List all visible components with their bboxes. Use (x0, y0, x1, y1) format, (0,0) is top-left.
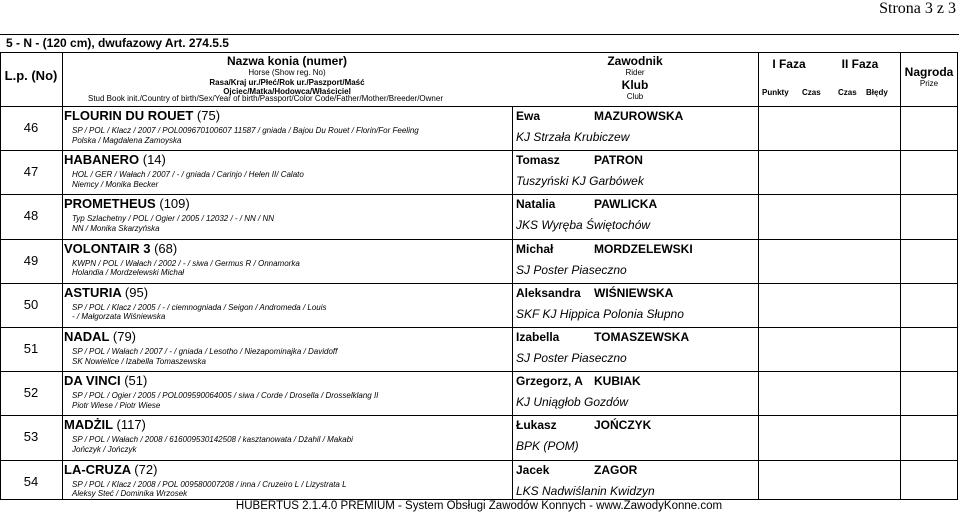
rider-last-name: KUBIAK (594, 374, 641, 389)
horse-name-text: PROMETHEUS (64, 196, 156, 212)
competition-title: 5 - N - (120 cm), dwufazowy Art. 274.5.5 (6, 36, 229, 50)
horse-details (72, 259, 300, 278)
row-divider (0, 460, 958, 461)
rider-first-name: Łukasz (516, 418, 557, 433)
horse-name (64, 462, 157, 477)
rider-first-name: Izabella (516, 330, 560, 344)
col-divider-horse (512, 106, 513, 500)
club-name: SJ Poster Piaseczno (516, 351, 627, 365)
row-divider (0, 150, 958, 151)
rider-name (516, 418, 652, 433)
horse-details (72, 347, 337, 366)
rider-last-name: MAZUROWSKA (594, 109, 684, 123)
row-number: 52 (23, 385, 39, 401)
horse-name-text: NADAL (64, 329, 110, 344)
horse-details-line-1: HOL / GER / Wałach / 2007 / - / gniada / Carinjo / Helen II/ Calato (72, 170, 304, 180)
club-name: SKF KJ Hippica Polonia Słupno (516, 306, 684, 321)
header-prize-sub: Prize (919, 79, 939, 88)
row-divider (0, 371, 958, 372)
header-lp: L.p. (No) (4, 68, 58, 83)
horse-details-line-1: Typ Szlachetny / POL / Ogier / 2005 / 12032 / - / NN / NN (72, 214, 275, 224)
horse-details-line-2: Jończyk / Jończyk (72, 444, 137, 454)
title-divider (0, 34, 959, 35)
header-faults: Błędy (866, 88, 888, 97)
horse-details-line-2: Polska / Magdalena Zamoyska (72, 135, 182, 145)
rider-first-name: Aleksandra (516, 285, 581, 300)
club-name: JKS Wyręba Świętochów (516, 218, 651, 233)
row-divider (0, 283, 958, 284)
header-rider-title: Zawodnik (607, 54, 663, 68)
header-horse-sub2: Rasa/Kraj ur./Płeć/Rok ur./Paszport/Maść (209, 77, 365, 87)
rider-last-name: WIŚNIEWSKA (594, 285, 674, 300)
horse-details (72, 480, 347, 499)
horse-details-line-1: SP / POL / Wałach / 2007 / - / gniada / Lesotho / Niezapominajka / Davidoff (72, 347, 338, 356)
horse-number: (51) (124, 373, 148, 389)
horse-name (64, 241, 177, 256)
horse-name (64, 108, 220, 123)
col-divider-phases (900, 52, 901, 500)
horse-name-text: HABANERO (64, 152, 140, 168)
horse-number: (72) (134, 461, 158, 477)
rider-name (516, 109, 684, 123)
page-number: Strona 3 z 3 (879, 0, 956, 17)
horse-details (72, 170, 304, 189)
row-divider (0, 239, 958, 240)
club-name: KJ Uniągłob Gozdów (516, 395, 629, 410)
horse-details (72, 391, 378, 410)
horse-name (64, 417, 146, 432)
rider-name (516, 330, 690, 344)
horse-number: (68) (154, 240, 178, 256)
rider-name (516, 462, 638, 477)
horse-details (72, 214, 274, 233)
horse-details-line-1: SP / POL / Klacz / 2007 / POL009670100607 11587 / gniada / Bajou Du Rouet / Florin/For Feeling (72, 126, 419, 135)
row-number: 54 (23, 473, 39, 489)
header-horse-sub3: Ojciec/Matka/Hodowca/Właściciel (223, 87, 351, 96)
header-horse-sub4: Stud Book init./Country of birth/Sex/Year of birth/Passport/Color Code/Father/Mother/Breeder/Owner (88, 94, 443, 103)
horse-name (64, 373, 147, 388)
horse-details-line-1: SP / POL / Klacz / 2008 / POL 009580007208 / inna / Cruzeiro L / Lizystrata L (72, 479, 347, 489)
horse-number: (95) (124, 284, 149, 300)
row-number: 48 (23, 208, 39, 224)
col-divider-lp (62, 52, 63, 500)
horse-details (72, 126, 419, 145)
footer: HUBERTUS 2.1.4.0 PREMIUM - System Obsługi Zawodów Konnych - www.ZawodyKonne.com (235, 500, 723, 512)
header-rider-sub: Rider (625, 68, 645, 77)
horse-details-line-2: Niemcy / Monika Becker (72, 179, 159, 189)
header-club-title: Klub (621, 77, 649, 92)
header-points: Punkty (762, 88, 789, 97)
club-name: KJ Strzała Krubiczew (516, 130, 630, 144)
row-number: 47 (23, 164, 39, 180)
horse-details-line-1: SP / POL / Wałach / 2008 / 616009530142508 / kasztanowata / Dżahil / Makabi (72, 435, 353, 445)
horse-details-line-2: Piotr Wiese / Piotr Wiese (72, 400, 161, 410)
rider-first-name: Jacek (516, 462, 550, 477)
horse-details-line-2: SK Nowielice / Izabella Tomaszewska (72, 356, 206, 366)
horse-number: (79) (112, 329, 137, 344)
row-divider (0, 194, 958, 195)
rider-name (516, 153, 643, 168)
rider-last-name: ZAGOR (594, 462, 638, 477)
horse-number: (109) (159, 196, 190, 212)
header-rider (512, 52, 758, 106)
rider-last-name: PATRON (594, 153, 643, 168)
row-number: 50 (23, 296, 39, 312)
club-name: SJ Poster Piaseczno (516, 262, 627, 277)
rider-name (516, 374, 641, 389)
horse-name (64, 285, 148, 300)
horse-name (64, 329, 136, 344)
row-number: 49 (23, 252, 39, 268)
rider-first-name: Grzegorz, A (516, 374, 583, 389)
horse-name-text: MADŻIL (64, 417, 113, 433)
horse-number: (75) (196, 108, 221, 123)
rider-last-name: PAWLICKA (594, 197, 658, 212)
horse-name (64, 196, 190, 211)
header-horse-sub1: Horse (Show reg. No) (248, 68, 326, 77)
header-bottom-line (0, 106, 958, 107)
horse-details-line-2: - / Małgorzata Wiśniewska (72, 312, 166, 322)
club-name: Tuszyński KJ Garbówek (516, 174, 644, 189)
header-phase-2: II Faza (841, 57, 879, 71)
col-divider-rider (758, 52, 759, 500)
club-name: LKS Nadwiślanin Kwidzyn (516, 483, 655, 498)
rider-last-name: TOMASZEWSKA (594, 330, 690, 344)
header-horse (62, 52, 512, 106)
horse-details (72, 435, 353, 454)
header-club-sub: Club (626, 91, 644, 101)
header-prize-title: Nagroda (904, 65, 954, 79)
rider-first-name: Natalia (516, 197, 556, 212)
row-number: 51 (23, 341, 39, 356)
horse-name (64, 152, 166, 167)
rider-first-name: Ewa (516, 109, 541, 123)
rider-last-name: JOŃCZYK (594, 418, 652, 433)
horse-details-line-1: SP / POL / Klacz / 2005 / - / ciemnogniada / Seigon / Andromeda / Louis (72, 302, 327, 312)
horse-number: (117) (116, 417, 146, 433)
club-name: BPK (POM) (516, 439, 579, 454)
horse-name-text: FLOURIN DU ROUET (64, 108, 194, 123)
header-time-2: Czas (838, 88, 857, 97)
horse-number: (14) (142, 152, 166, 168)
header-prize (900, 52, 958, 106)
rider-first-name: Michał (516, 241, 554, 256)
horse-details-line-1: SP / POL / Ogier / 2005 / POL009590064005 / siwa / Corde / Drosella / Drosselklang II (72, 391, 379, 401)
horse-details-line-2: Holandia / Mordzelewski Michał (72, 268, 185, 278)
horse-details-line-1: KWPN / POL / Wałach / 2002 / - / siwa / Germus R / Onnamorka (72, 258, 300, 268)
horse-details (72, 303, 327, 322)
horse-details-line-2: Aleksy Steć / Dominika Wrzosek (72, 489, 188, 499)
row-number: 53 (23, 429, 39, 445)
header-horse-title: Nazwa konia (numer) (226, 54, 348, 68)
horse-name-text: ASTURIA (64, 284, 122, 300)
row-number: 46 (23, 120, 39, 135)
horse-name-text: VOLONTAIR 3 (64, 240, 151, 256)
horse-name-text: DA VINCI (64, 373, 121, 389)
rider-name (516, 285, 674, 300)
row-divider (0, 327, 958, 328)
rider-name (516, 197, 658, 212)
header-time-1: Czas (802, 88, 821, 97)
rider-last-name: MORDZELEWSKI (594, 241, 693, 256)
horse-name-text: LA-CRUZA (64, 461, 131, 477)
row-divider (0, 415, 958, 416)
rider-first-name: Tomasz (516, 153, 560, 168)
rider-name (516, 241, 693, 256)
header-phase-1: I Faza (772, 57, 806, 71)
horse-details-line-2: NN / Monika Skarzyńska (72, 223, 160, 233)
